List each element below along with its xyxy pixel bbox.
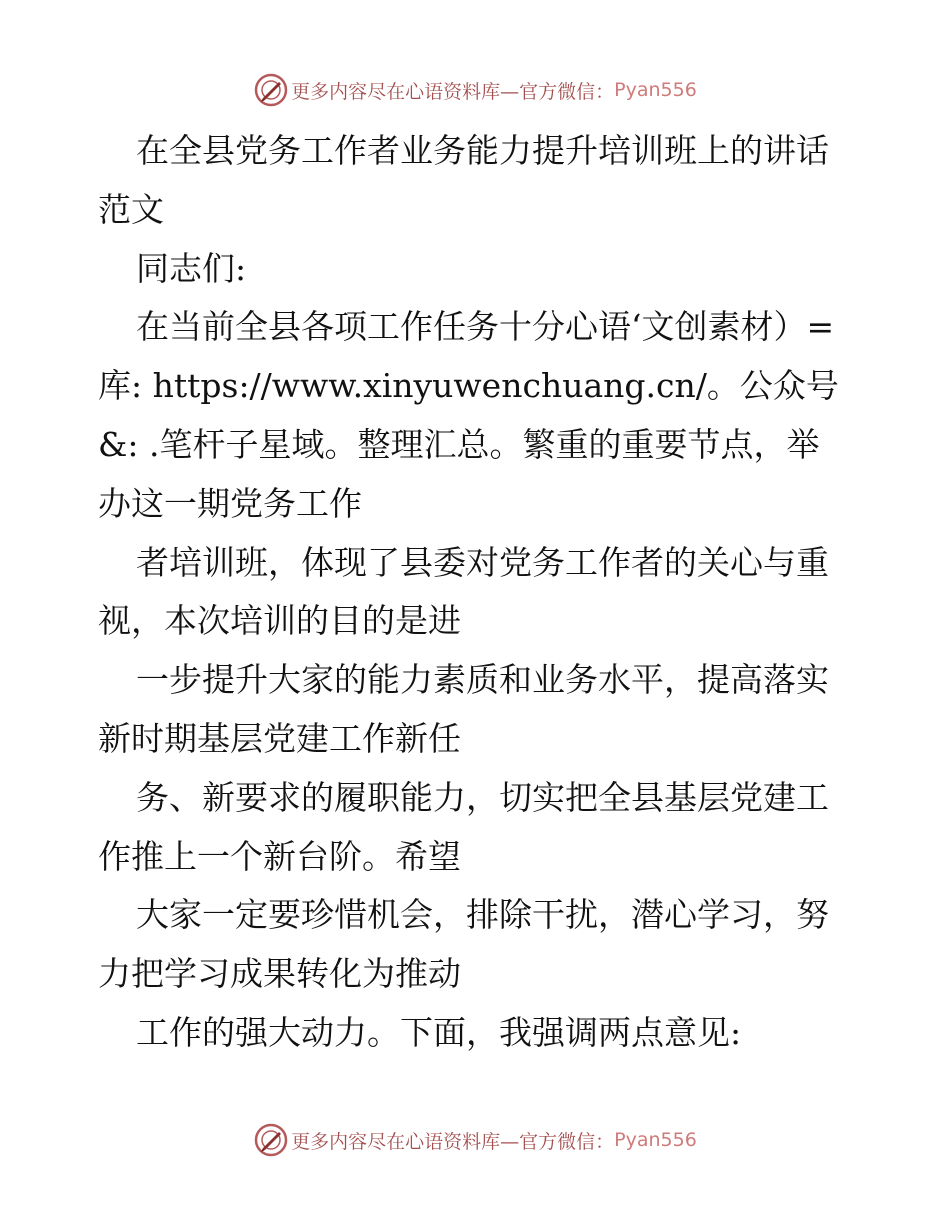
watermark-text: 更多内容尽在心语资料库—官方微信： <box>291 80 615 103</box>
title-line-2: 范文 <box>98 189 164 229</box>
body-line: 工作的强大动力。下面，我强调两点意见: <box>136 1012 742 1052</box>
watermark-wechat-id: Pyan556 <box>614 1129 697 1151</box>
body-line: 一步提升大家的能力素质和业务水平，提高落实 <box>136 660 829 700</box>
speech-body <box>98 122 858 1063</box>
header-watermark <box>0 70 950 110</box>
body-line: 务、新要求的履职能力，切实把全县基层党建工 <box>136 777 829 817</box>
body-line-url: 库: https://www.xinyuwenchuang.cn/。公众号 <box>98 366 839 406</box>
watermark-text: 更多内容尽在心语资料库—官方微信： <box>291 1130 615 1153</box>
body-line: 视，本次培训的目的是进 <box>98 601 461 641</box>
body-line: 者培训班，体现了县委对党务工作者的关心与重 <box>136 542 829 582</box>
body-line: &: .笔杆子星域。整理汇总。繁重的重要节点，举 <box>98 424 820 464</box>
body-line: 力把学习成果转化为推动 <box>98 954 461 994</box>
body-line: 办这一期党务工作 <box>98 483 362 523</box>
body-line: 新时期基层党建工作新任 <box>98 718 461 758</box>
pen-logo-icon <box>253 72 289 108</box>
body-line: 作推上一个新台阶。希望 <box>98 836 461 876</box>
watermark-wechat-id: Pyan556 <box>614 79 697 101</box>
pen-logo-icon <box>253 1122 289 1158</box>
footer-watermark <box>0 1120 950 1160</box>
title-line-1: 在全县党务工作者业务能力提升培训班上的讲话 <box>136 131 829 170</box>
salutation: 同志们: <box>136 248 247 288</box>
body-line: 在当前全县各项工作任务十分心语‘文创素材）= <box>136 307 835 347</box>
body-line: 大家一定要珍惜机会，排除干扰，潜心学习，努 <box>136 895 829 935</box>
